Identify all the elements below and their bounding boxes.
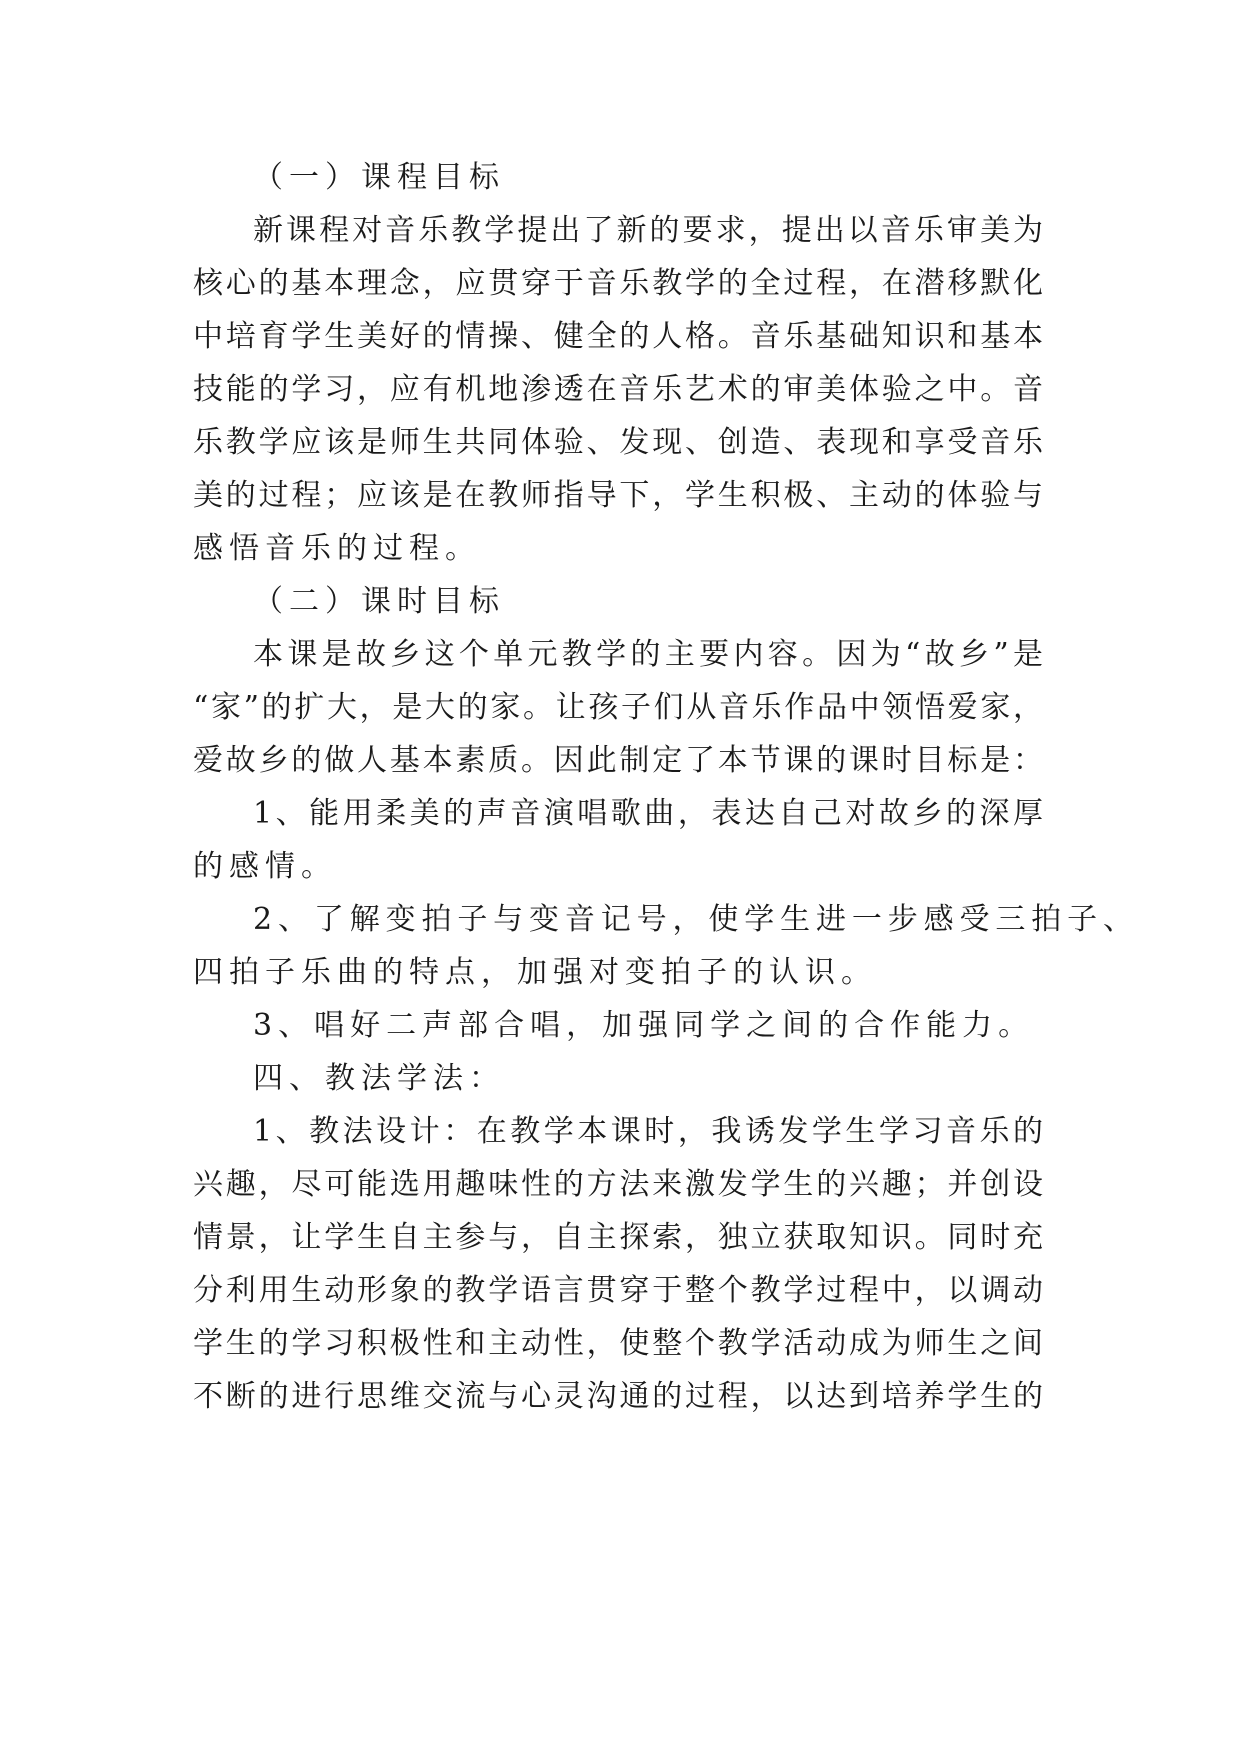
section-heading-lesson-goals: （二）课时目标 (253, 584, 505, 619)
paragraph-line: 感悟音乐的过程。 (193, 531, 481, 566)
section-heading-course-goals: （一）课程目标 (253, 160, 505, 195)
list-item-line: 2、了解变拍子与变音记号，使学生进一步感受三拍子、 (253, 902, 1133, 937)
paragraph-line: 兴趣，尽可能选用趣味性的方法来激发学生的兴趣；并创设 (193, 1167, 1043, 1202)
list-item-line: 3、唱好二声部合唱，加强同学之间的合作能力。 (253, 1008, 1035, 1043)
paragraph-line: 分利用生动形象的教学语言贯穿于整个教学过程中，以调动 (193, 1273, 1043, 1308)
paragraph-line: 情景，让学生自主参与，自主探索，独立获取知识。同时充 (193, 1220, 1043, 1255)
section-heading-methods: 四、教法学法： (253, 1061, 505, 1096)
list-item-line: 的感情。 (193, 849, 337, 884)
list-item-line: 1、能用柔美的声音演唱歌曲，表达自己对故乡的深厚 (253, 796, 1043, 831)
paragraph-line: 中培育学生美好的情操、健全的人格。音乐基础知识和基本 (193, 319, 1043, 354)
paragraph-line: 爱故乡的做人基本素质。因此制定了本节课的课时目标是： (193, 743, 1043, 778)
list-item-line: 1、教法设计：在教学本课时，我诱发学生学习音乐的 (253, 1114, 1043, 1149)
paragraph-line: 学生的学习积极性和主动性，使整个教学活动成为师生之间 (193, 1326, 1043, 1361)
paragraph-line: 本课是故乡这个单元教学的主要内容。因为“故乡”是 (253, 637, 1043, 672)
paragraph-line: 新课程对音乐教学提出了新的要求，提出以音乐审美为 (253, 213, 1043, 248)
list-item-line: 四拍子乐曲的特点，加强对变拍子的认识。 (193, 955, 877, 990)
paragraph-line: 乐教学应该是师生共同体验、发现、创造、表现和享受音乐 (193, 425, 1043, 460)
paragraph-line: 技能的学习，应有机地渗透在音乐艺术的审美体验之中。音 (193, 372, 1043, 407)
paragraph-line: 美的过程；应该是在教师指导下，学生积极、主动的体验与 (193, 478, 1043, 513)
paragraph-line: 不断的进行思维交流与心灵沟通的过程，以达到培养学生的 (193, 1379, 1043, 1414)
paragraph-line: 核心的基本理念，应贯穿于音乐教学的全过程，在潜移默化 (193, 266, 1043, 301)
paragraph-line: “家”的扩大，是大的家。让孩子们从音乐作品中领悟爱家， (193, 690, 1043, 725)
